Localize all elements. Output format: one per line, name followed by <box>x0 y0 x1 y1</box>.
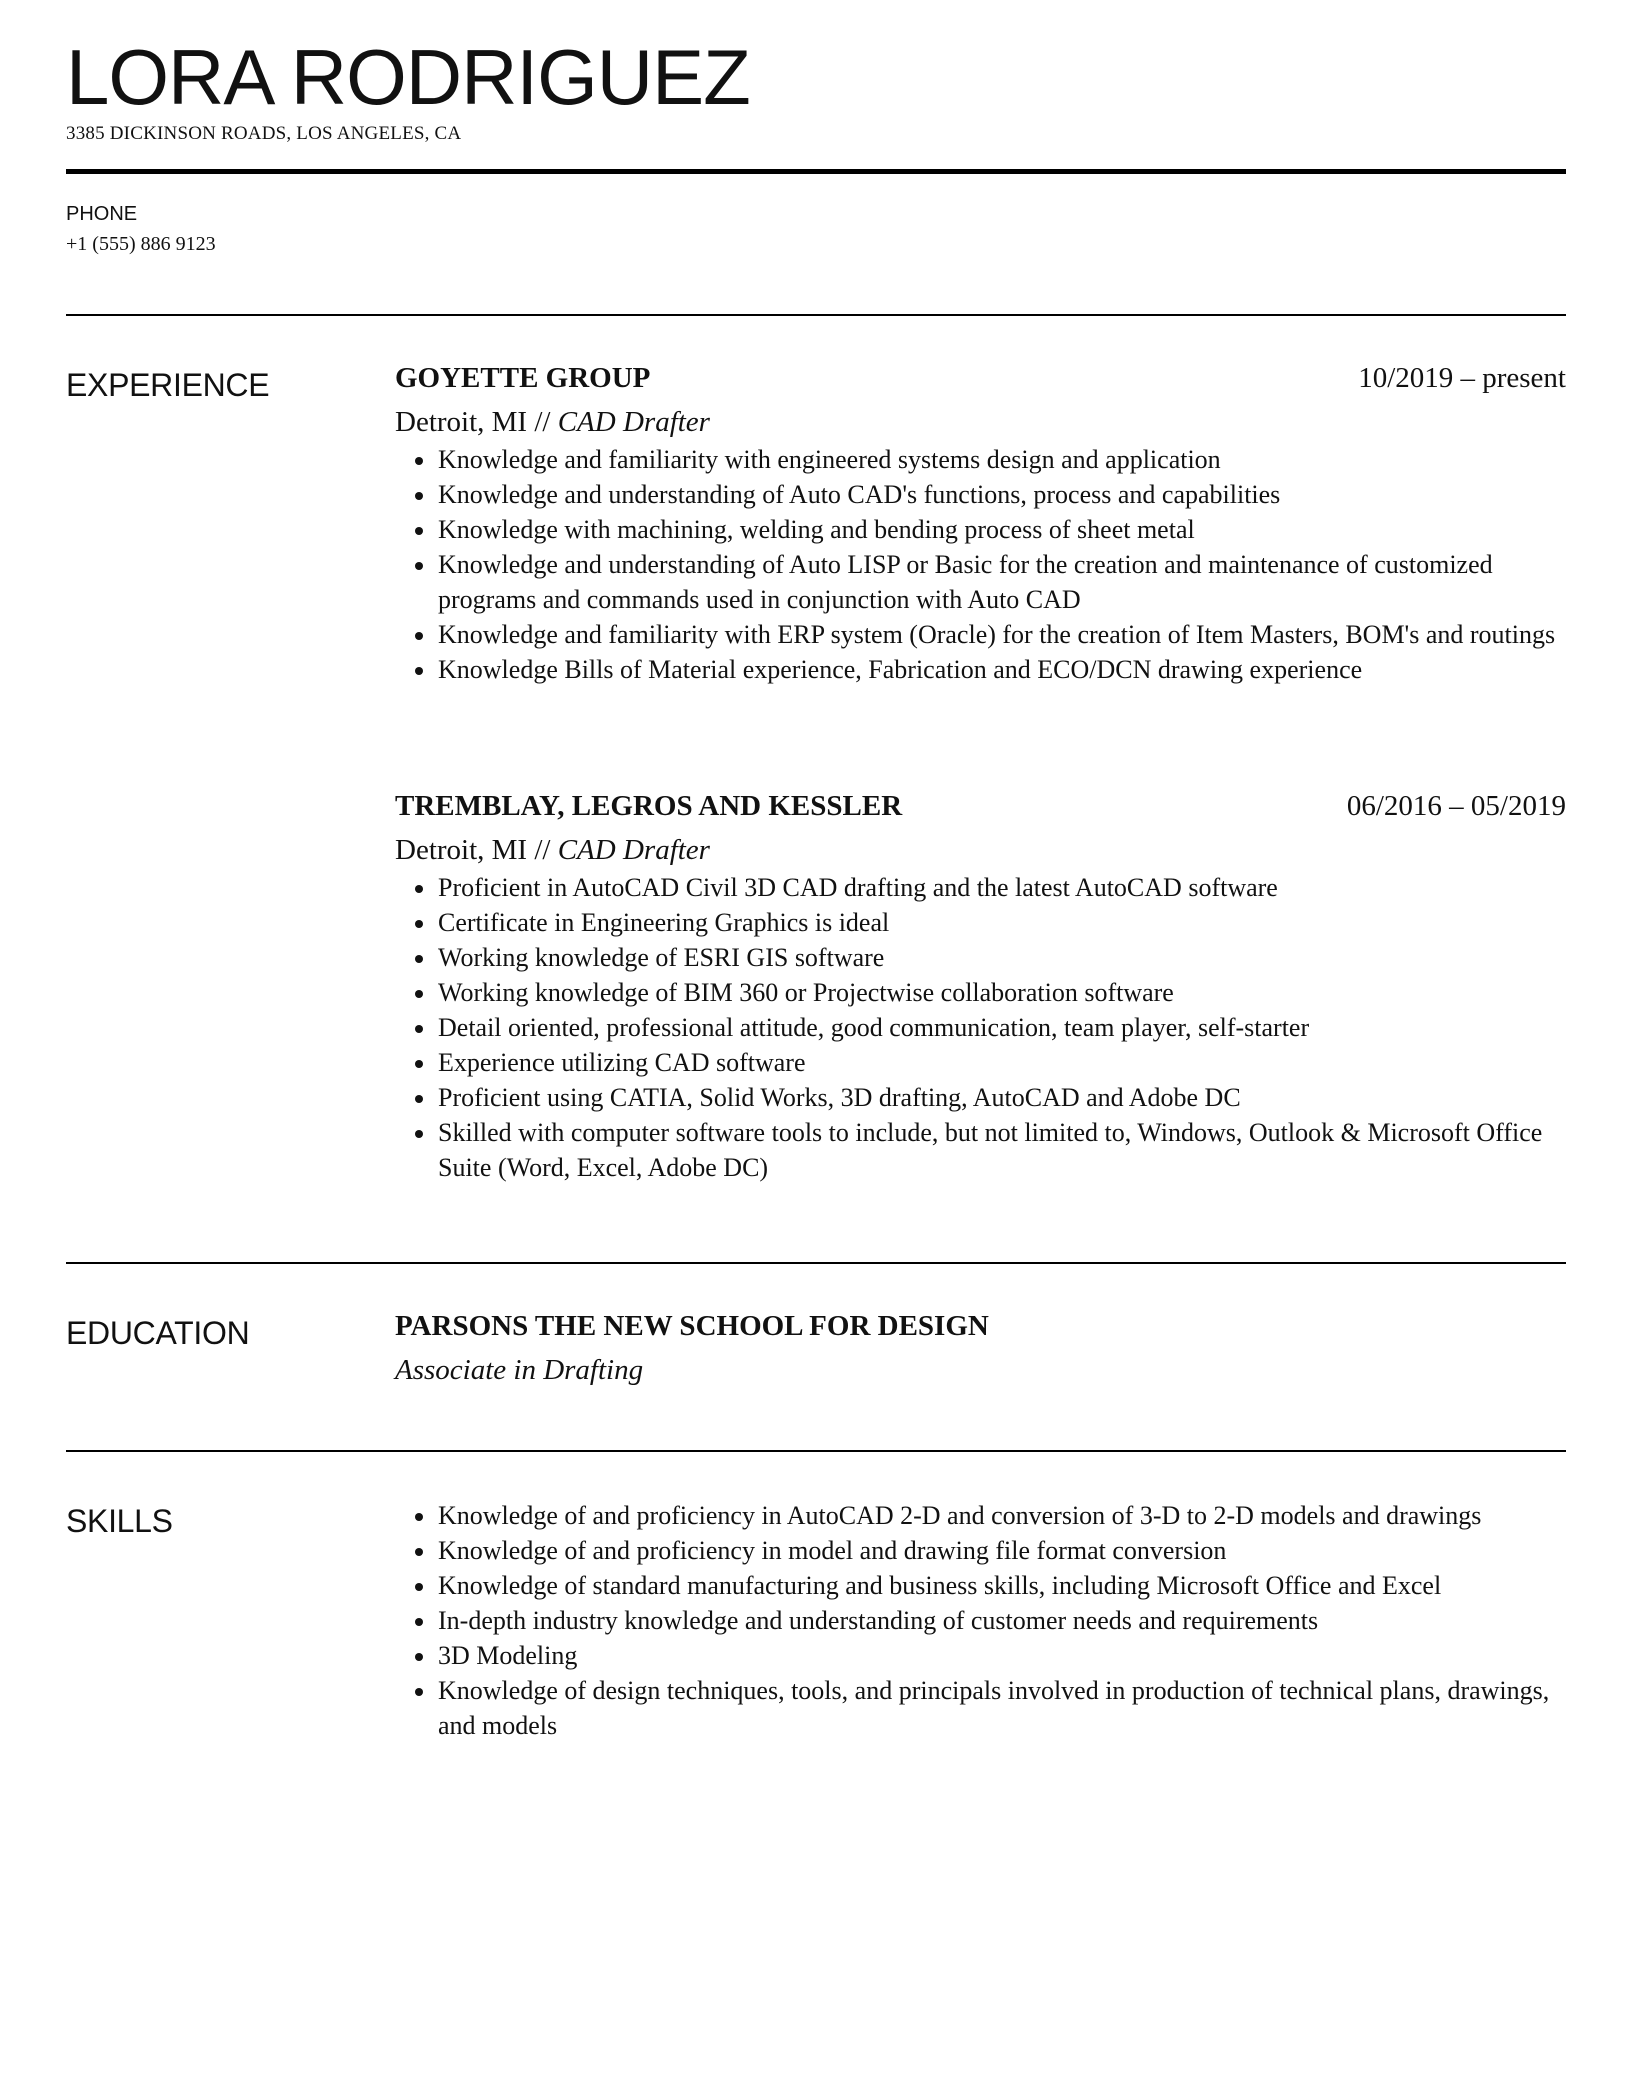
list-item: Working knowledge of BIM 360 or Projectwise collaboration software <box>395 975 1566 1010</box>
experience-section-title: EXPERIENCE <box>66 367 270 403</box>
list-item: Detail oriented, professional attitude, good communication, team player, self-starter <box>395 1010 1566 1045</box>
job-header <box>395 790 1566 830</box>
job-dates: 10/2019 – present <box>1358 362 1566 394</box>
list-item: Knowledge and understanding of Auto LISP or Basic for the creation and maintenance of customized programs and commands used in conjunction with Auto CAD <box>395 547 1566 617</box>
list-item: Proficient in AutoCAD Civil 3D CAD drafting and the latest AutoCAD software <box>395 870 1566 905</box>
list-item: Knowledge and understanding of Auto CAD's functions, process and capabilities <box>395 477 1566 512</box>
list-item: Knowledge of design techniques, tools, and principals involved in production of technical plans, drawings, and models <box>395 1673 1566 1743</box>
education-section-title: EDUCATION <box>66 1315 250 1351</box>
list-item: Certificate in Engineering Graphics is ideal <box>395 905 1566 940</box>
job-entry <box>395 362 1566 687</box>
job-separator: // <box>534 834 551 866</box>
phone-number: +1 (555) 886 9123 <box>66 233 216 255</box>
skills-bullet-list <box>395 1498 1566 1743</box>
phone-label: PHONE <box>66 203 138 225</box>
list-item: Knowledge of and proficiency in AutoCAD 2-D and conversion of 3-D to 2-D models and drawings <box>395 1498 1566 1533</box>
skills-section-title: SKILLS <box>66 1503 173 1539</box>
job-location: Detroit, MI <box>395 406 528 438</box>
section-divider-experience <box>66 314 1566 316</box>
education-degree: Associate in Drafting <box>395 1354 644 1386</box>
section-divider-education <box>66 1262 1566 1264</box>
education-header <box>395 1310 1566 1350</box>
job-role: CAD Drafter <box>557 834 710 866</box>
candidate-address: 3385 DICKINSON ROADS, LOS ANGELES, CA <box>66 123 462 144</box>
list-item: Working knowledge of ESRI GIS software <box>395 940 1566 975</box>
job-location: Detroit, MI <box>395 834 528 866</box>
job-header <box>395 362 1566 402</box>
job-dates: 06/2016 – 05/2019 <box>1346 790 1566 822</box>
list-item: Knowledge Bills of Material experience, Fabrication and ECO/DCN drawing experience <box>395 652 1566 687</box>
list-item: Knowledge of standard manufacturing and business skills, including Microsoft Office and Excel <box>395 1568 1566 1603</box>
job-company: GOYETTE GROUP <box>395 362 651 394</box>
skills-entry <box>395 1498 1566 1743</box>
list-item: Proficient using CATIA, Solid Works, 3D drafting, AutoCAD and Adobe DC <box>395 1080 1566 1115</box>
list-item: Knowledge and familiarity with engineered systems design and application <box>395 442 1566 477</box>
header-divider <box>66 169 1566 174</box>
job-bullet-list <box>395 870 1566 1185</box>
list-item: Knowledge and familiarity with ERP system (Oracle) for the creation of Item Masters, BOM's and routings <box>395 617 1566 652</box>
job-entry <box>395 790 1566 1185</box>
education-entry <box>395 1310 1566 1390</box>
education-school: PARSONS THE NEW SCHOOL FOR DESIGN <box>395 1310 989 1342</box>
job-role: CAD Drafter <box>557 406 710 438</box>
job-company: TREMBLAY, LEGROS AND KESSLER <box>395 790 903 822</box>
job-bullet-list <box>395 442 1566 687</box>
job-location-role <box>395 402 1566 442</box>
list-item: In-depth industry knowledge and understanding of customer needs and requirements <box>395 1603 1566 1638</box>
list-item: Knowledge with machining, welding and bending process of sheet metal <box>395 512 1566 547</box>
section-divider-skills <box>66 1450 1566 1452</box>
job-separator: // <box>534 406 551 438</box>
list-item: 3D Modeling <box>395 1638 1566 1673</box>
job-location-role <box>395 830 1566 870</box>
list-item: Skilled with computer software tools to include, but not limited to, Windows, Outlook & Microsoft Office Suite (Word, Excel, Adobe DC) <box>395 1115 1566 1185</box>
list-item: Knowledge of and proficiency in model and drawing file format conversion <box>395 1533 1566 1568</box>
list-item: Experience utilizing CAD software <box>395 1045 1566 1080</box>
candidate-name: LORA RODRIGUEZ <box>66 33 750 121</box>
